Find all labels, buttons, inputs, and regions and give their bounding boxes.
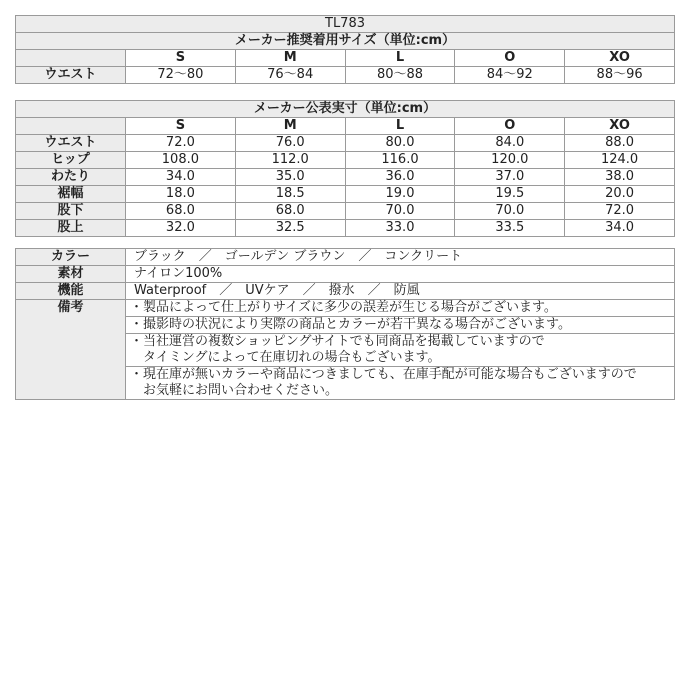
table-cell: 33.5 <box>455 220 565 237</box>
size-header: O <box>455 50 565 67</box>
row-label: 股上 <box>16 220 126 237</box>
size-header: L <box>345 50 455 67</box>
table-cell: 120.0 <box>455 152 565 169</box>
table-cell: 18.0 <box>126 186 236 203</box>
table-row <box>16 203 675 220</box>
table-cell: 32.0 <box>126 220 236 237</box>
table-cell: 80～88 <box>345 67 455 84</box>
note-block <box>126 367 675 400</box>
table-cell: 80.0 <box>345 135 455 152</box>
table-cell: 34.0 <box>565 220 675 237</box>
function-value: Waterproof ／ UVケア ／ 撥水 ／ 防風 <box>126 283 675 300</box>
table-cell: 20.0 <box>565 186 675 203</box>
table-row <box>16 169 675 186</box>
note-line: ・現在庫が無いカラーや商品につきましても、在庫手配が可能な場合もございますので <box>130 367 637 382</box>
recommended-size-table <box>15 15 675 84</box>
table-cell: 35.0 <box>235 169 345 186</box>
table-cell: 72.0 <box>126 135 236 152</box>
table-row <box>16 220 675 237</box>
color-label: カラー <box>16 249 126 266</box>
table-row <box>16 152 675 169</box>
measurement-title: メーカー公表実寸（単位:cm） <box>16 101 675 118</box>
table-cell: 36.0 <box>345 169 455 186</box>
row-label: 股下 <box>16 203 126 220</box>
size-header: XO <box>565 118 675 135</box>
material-label: 素材 <box>16 266 126 283</box>
table-cell: 70.0 <box>455 203 565 220</box>
table-cell: 76.0 <box>235 135 345 152</box>
color-value: ブラック ／ ゴールデン ブラウン ／ コンクリート <box>126 249 675 266</box>
size-header: XO <box>565 50 675 67</box>
size-header: M <box>235 50 345 67</box>
size-header: M <box>235 118 345 135</box>
table-cell: 116.0 <box>345 152 455 169</box>
size-header: S <box>126 50 236 67</box>
table-cell: 37.0 <box>455 169 565 186</box>
table-cell: 88.0 <box>565 135 675 152</box>
product-code: TL783 <box>16 16 675 33</box>
table-row <box>16 186 675 203</box>
table-cell: 112.0 <box>235 152 345 169</box>
function-label: 機能 <box>16 283 126 300</box>
notes-label: 備考 <box>16 300 126 400</box>
table-row <box>16 135 675 152</box>
table-cell: 68.0 <box>126 203 236 220</box>
size-header: S <box>126 118 236 135</box>
note-line: お気軽にお問い合わせください。 <box>130 383 339 398</box>
row-label: ウエスト <box>16 135 126 152</box>
table-cell: 88～96 <box>565 67 675 84</box>
measurement-table <box>15 100 675 237</box>
row-label: わたり <box>16 169 126 186</box>
table-cell: 19.0 <box>345 186 455 203</box>
table-cell: 84～92 <box>455 67 565 84</box>
table-cell: 108.0 <box>126 152 236 169</box>
product-detail-table <box>15 248 675 400</box>
table-cell: 84.0 <box>455 135 565 152</box>
table-cell: 19.5 <box>455 186 565 203</box>
note-line: ・当社運営の複数ショッピングサイトでも同商品を掲載していますので <box>130 334 545 349</box>
material-value: ナイロン100% <box>126 266 675 283</box>
recommended-title: メーカー推奨着用サイズ（単位:cm） <box>16 33 675 50</box>
table-cell: 124.0 <box>565 152 675 169</box>
table-cell: 72.0 <box>565 203 675 220</box>
table-cell: 68.0 <box>235 203 345 220</box>
note-line: ・製品によって仕上がりサイズに多少の誤差が生じる場合がございます。 <box>126 300 675 317</box>
size-header: L <box>345 118 455 135</box>
row-label: ヒップ <box>16 152 126 169</box>
table-cell: 70.0 <box>345 203 455 220</box>
row-label: ウエスト <box>16 67 126 84</box>
table-cell: 32.5 <box>235 220 345 237</box>
table-cell: 76～84 <box>235 67 345 84</box>
table-cell: 33.0 <box>345 220 455 237</box>
table-cell: 18.5 <box>235 186 345 203</box>
note-line: タイミングによって在庫切れの場合もございます。 <box>130 350 441 365</box>
size-header: O <box>455 118 565 135</box>
note-block <box>126 334 675 367</box>
row-label: 裾幅 <box>16 186 126 203</box>
table-cell: 38.0 <box>565 169 675 186</box>
table-cell: 34.0 <box>126 169 236 186</box>
note-line: ・撮影時の状況により実際の商品とカラーが若干異なる場合がございます。 <box>126 317 675 334</box>
table-cell: 72～80 <box>126 67 236 84</box>
